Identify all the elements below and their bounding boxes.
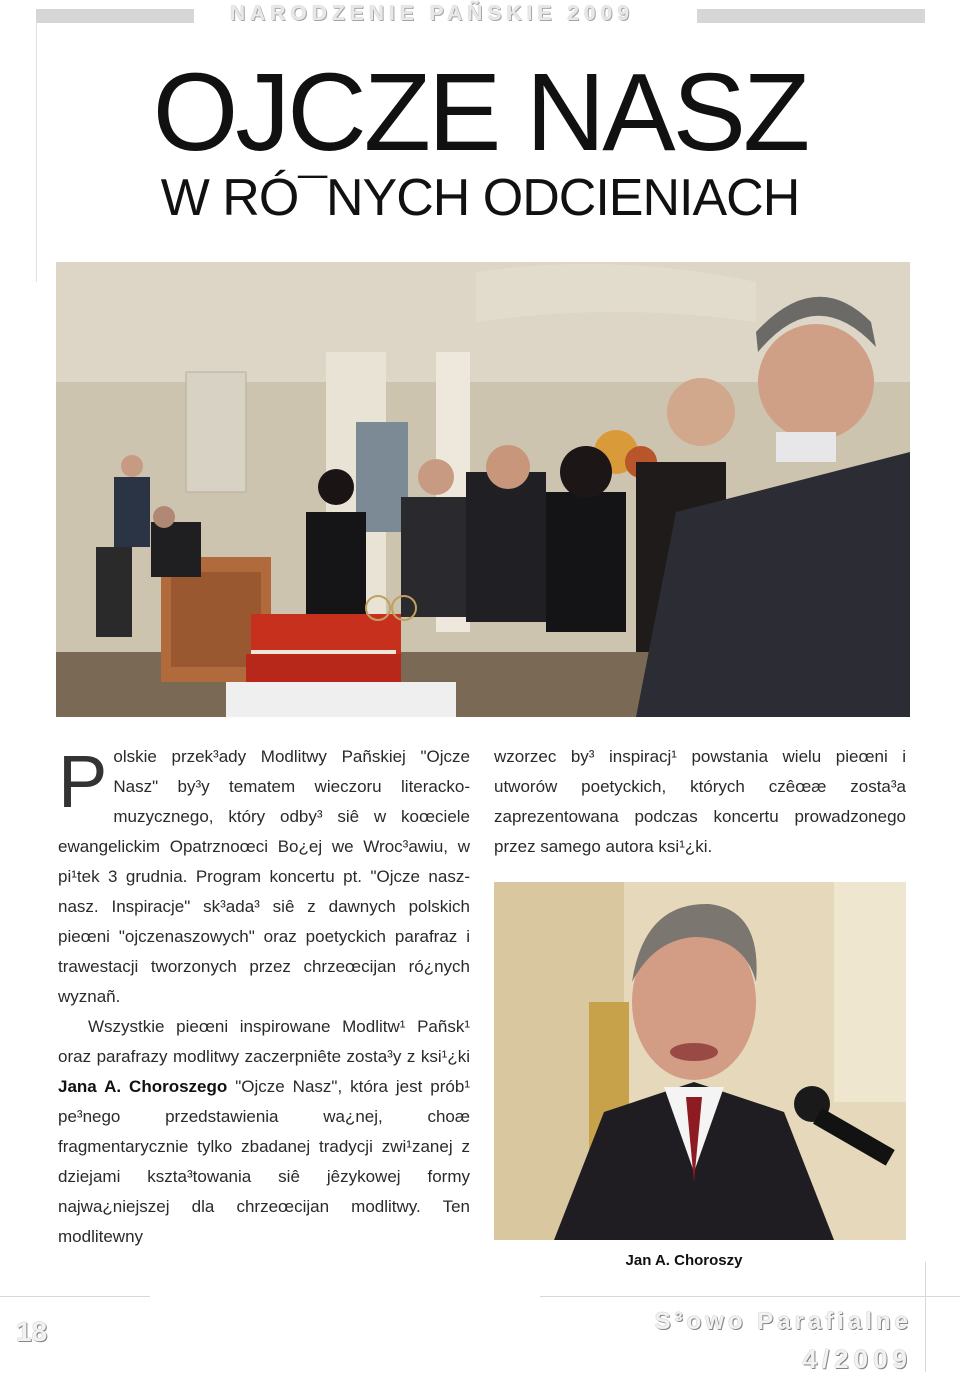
portrait-photo: [494, 882, 906, 1240]
page-number: 18: [16, 1316, 48, 1347]
issue-number: 4/2009: [802, 1344, 912, 1374]
header-bar-right: [697, 9, 925, 23]
article-title: OJCZE NASZ: [152, 51, 808, 174]
portrait-caption: Jan A. Choroszy: [625, 1252, 743, 1269]
article-second-paragraph: [58, 1012, 470, 1252]
second-paragraph-start: Wszystkie pieœni inspirowane Modlitw¹ Pañsk¹ oraz parafrazy modlitwy zaczerpniête zosta³y z ksi¹¿ki: [58, 1017, 470, 1066]
footer-rule-left: [0, 1296, 150, 1297]
header-bar-left: [36, 9, 194, 23]
article-right-column: [494, 742, 906, 862]
footer-rule-vertical: [925, 1262, 926, 1372]
drop-cap: P: [58, 740, 108, 823]
section-title: NARODZENIE PAÑSKIE 2009: [230, 2, 635, 25]
article-subtitle: W RÓ¯NYCH ODCIENIACH: [160, 169, 800, 227]
author-name: Jana A. Choroszego: [58, 1077, 228, 1096]
portrait-photo-illustration: [494, 882, 906, 1240]
concert-photo-illustration: [56, 262, 910, 717]
article-left-column: [58, 742, 470, 1252]
publication-name: S³owo Parafialne: [654, 1308, 912, 1335]
header-rule: [36, 22, 37, 282]
intro-text: olskie przek³ady Modlitwy Pañskiej "Ojcze Nasz" by³y tematem wieczoru literacko-muzycznego, który odby³ siê w koœciele ewangelickim Opatrznoœci Bo¿ej we Wroc³awiu, w pi¹tek 3 grudnia. Program koncertu pt. "Ojcze nasz-nasz. Inspiracje" sk³ada³ siê z dawnych polskich pieœni "ojczenaszowych" oraz poetyckich parafraz i trawestacji tworzonych przez chrzeœcijan ró¿nych wyznañ.: [58, 747, 470, 1006]
footer-rule-right: [540, 1296, 960, 1297]
second-paragraph-end: "Ojcze Nasz", która jest prób¹ pe³nego przedstawienia wa¿nej, choæ fragmentarycznie tylko zbadanej tradycji zwi¹zanej z dziejami kszta³towania siê jêzykowej formy najwa¿niejszej dla chrzeœcijan modlitwy. Ten modlitewny: [58, 1077, 470, 1246]
right-column-paragraph: wzorzec by³ inspiracj¹ powstania wielu pieœni i utworów poetyckich, których czêœæ zosta³a zaprezentowana podczas koncertu prowadzonego przez samego autora ksi¹¿ki.: [494, 747, 906, 856]
concert-photo: [56, 262, 910, 717]
article-intro-paragraph: [58, 742, 470, 1012]
